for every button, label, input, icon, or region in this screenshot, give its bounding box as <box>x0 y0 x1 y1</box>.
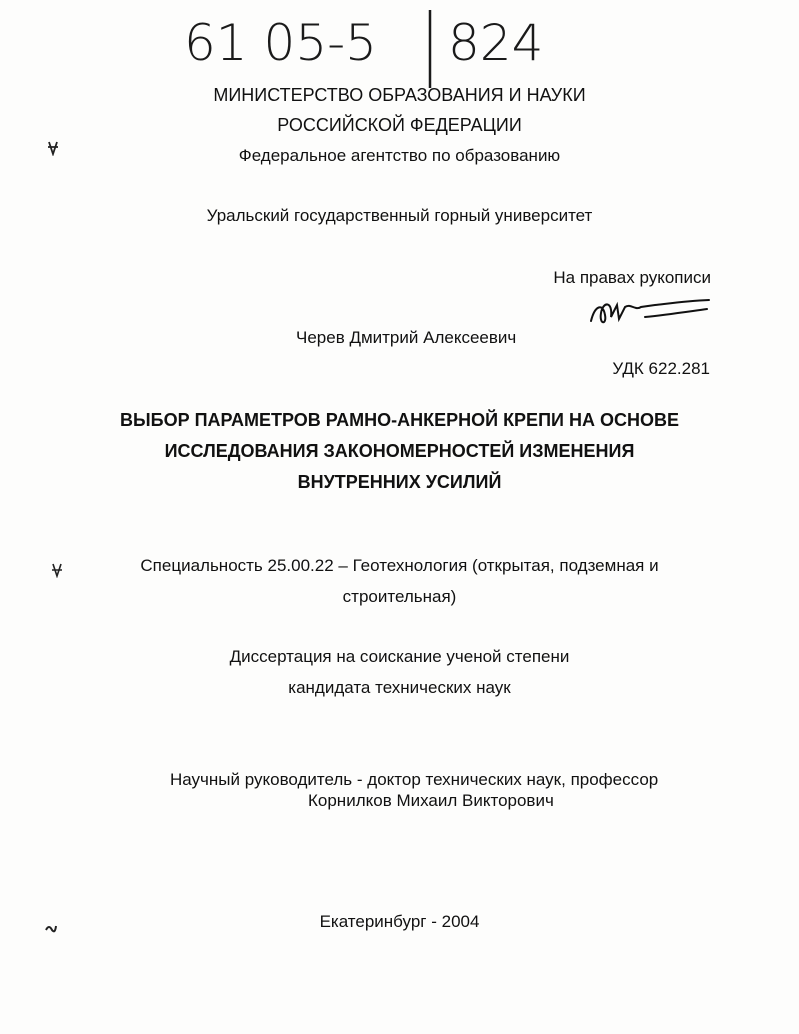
title-line-1: ВЫБОР ПАРАМЕТРОВ РАМНО-АНКЕРНОЙ КРЕПИ НА ОСНОВЕ <box>120 410 679 430</box>
ministry-line-1: МИНИСТЕРСТВО ОБРАЗОВАНИЯ И НАУКИ <box>213 85 586 105</box>
archive-code: 61 05-5 <box>184 14 377 72</box>
degree-line-1: Диссертация на соискание ученой степени <box>229 647 570 666</box>
supervisor-line-1: Научный руководитель - доктор технических наук, профессор <box>170 770 659 789</box>
manuscript-note: На правах рукописи <box>553 268 711 287</box>
archive-number: 824 <box>448 14 544 72</box>
university-name: Уральский государственный горный университет <box>206 206 593 225</box>
title-line-2: ИССЛЕДОВАНИЯ ЗАКОНОМЕРНОСТЕЙ ИЗМЕНЕНИЯ <box>164 441 635 461</box>
author-name: Черев Дмитрий Алексеевич <box>296 328 517 347</box>
title-line-3: ВНУТРЕННИХ УСИЛИЙ <box>297 472 502 492</box>
author-signature <box>585 295 715 329</box>
handwritten-archive-mark <box>180 8 560 88</box>
degree-line-2: кандидата технических наук <box>288 678 511 697</box>
agency-name: Федеральное агентство по образованию <box>238 146 561 165</box>
udc-code: УДК 622.281 <box>612 359 710 378</box>
place-year: Екатеринбург - 2004 <box>319 912 480 931</box>
specialty-line-2: строительная) <box>342 587 457 606</box>
ministry-line-2: РОССИЙСКОЙ ФЕДЕРАЦИИ <box>277 115 522 135</box>
specialty-line-1: Специальность 25.00.22 – Геотехнология (открытая, подземная и <box>140 556 659 575</box>
supervisor-line-2: Корнилков Михаил Викторович <box>308 791 554 810</box>
